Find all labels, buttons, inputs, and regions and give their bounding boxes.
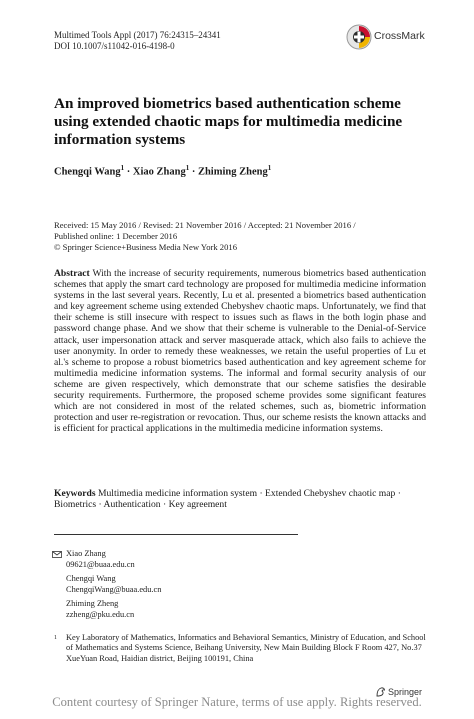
affiliation-text: Key Laboratory of Mathematics, Informatics and Behavioral Semantics, Ministry of Education, and School of Mathematics and Systems Science, Beihang University, New Main Building Block F Room 427, No.37 XueYuan Road, Haidian district, Beijing 100191, China: [66, 633, 426, 663]
journal-citation: Multimed Tools Appl (2017) 76:24315–24341: [54, 30, 221, 40]
abstract: [54, 268, 426, 434]
publisher-name: Springer: [388, 687, 423, 697]
contact-name: Zhiming Zheng: [66, 599, 119, 608]
keywords-label: Keywords: [54, 488, 96, 499]
author-name[interactable]: Chengqi Wang: [54, 166, 121, 178]
history-line: Received: 15 May 2016 / Revised: 21 November 2016 / Accepted: 21 November 2016 /: [54, 220, 356, 230]
copyright-line: © Springer Science+Business Media New York 2016: [54, 241, 237, 252]
contact-email[interactable]: ChengqiWang@buaa.edu.cn: [66, 584, 162, 594]
contact-email[interactable]: zzheng@pku.edu.cn: [66, 609, 135, 619]
publication-history: [54, 220, 356, 252]
abstract-text: With the increase of security requirements, numerous biometrics based authentication schemes that apply the smart card technology are proposed for multimedia medicine information systems in the last several years. Recently, Lu et al. presented a biometrics based authentication and key agreement scheme using extended Chebyshev chaotic maps. Unfortunately, we find that their scheme is still insecure with respect to issues such as flaws in the both login phase and password change phase. And we show that their scheme is vulnerable to the Denial-of-Service attack, user impersonation attack and server masquerade attack, which also fails to achieve the user anonymity. In order to remedy these weaknesses, we retain the useful properties of Lu et al.'s scheme to propose a robust biometrics based authentication and key agreement scheme for multimedia medicine information systems. The informal and formal security analysis of our scheme are given respectively, which demonstrate that our scheme satisfies the desirable security requirements. Furthermore, the proposed scheme provides some significant features which are not considered in most of the related schemes, such as, biometric information protection and user re-registration or revocation. Thus, our scheme resists the known attacks and is efficient for practical applications in the multimedia medicine information systems.: [54, 268, 426, 435]
abstract-label: Abstract: [54, 268, 90, 279]
contact-name: Xiao Zhang: [66, 549, 106, 558]
author-name[interactable]: Xiao Zhang: [132, 166, 186, 178]
keywords-text: Multimedia medicine information system · Extended Chebyshev chaotic map · Biometrics · Authentication · Key agreement: [54, 488, 401, 511]
doi[interactable]: DOI 10.1007/s11042-016-4198-0: [54, 41, 175, 51]
affiliation-number: 1: [54, 635, 57, 641]
contact-name: Chengqi Wang: [66, 574, 116, 583]
courtesy-notice: Content courtesy of Springer Nature, terms of use apply. Rights reserved.: [52, 695, 422, 709]
author-separator: ·: [124, 166, 133, 178]
author-list: [54, 164, 271, 178]
title-line: An improved biometrics based authentication scheme: [54, 95, 401, 112]
paper-title: [54, 95, 434, 149]
keywords: [54, 488, 426, 511]
history-line: Published online: 1 December 2016: [54, 230, 178, 241]
contact-email[interactable]: 09621@buaa.edu.cn: [66, 559, 135, 569]
author-separator: ·: [189, 166, 198, 178]
envelope-icon: [52, 551, 62, 558]
author-affiliation-marker: 1: [267, 164, 272, 172]
title-line: information systems: [54, 131, 186, 148]
footnote-divider: [54, 534, 298, 535]
crossmark-icon: [346, 23, 372, 53]
author-affiliation-marker: 1: [120, 164, 125, 172]
author-affiliation-marker: 1: [185, 164, 190, 172]
author-name[interactable]: Zhiming Zheng: [197, 166, 268, 178]
crossmark-badge[interactable]: [340, 20, 455, 56]
title-line: using extended chaotic maps for multimedia medicine: [54, 113, 403, 130]
crossmark-label: CrossMark: [374, 30, 425, 42]
